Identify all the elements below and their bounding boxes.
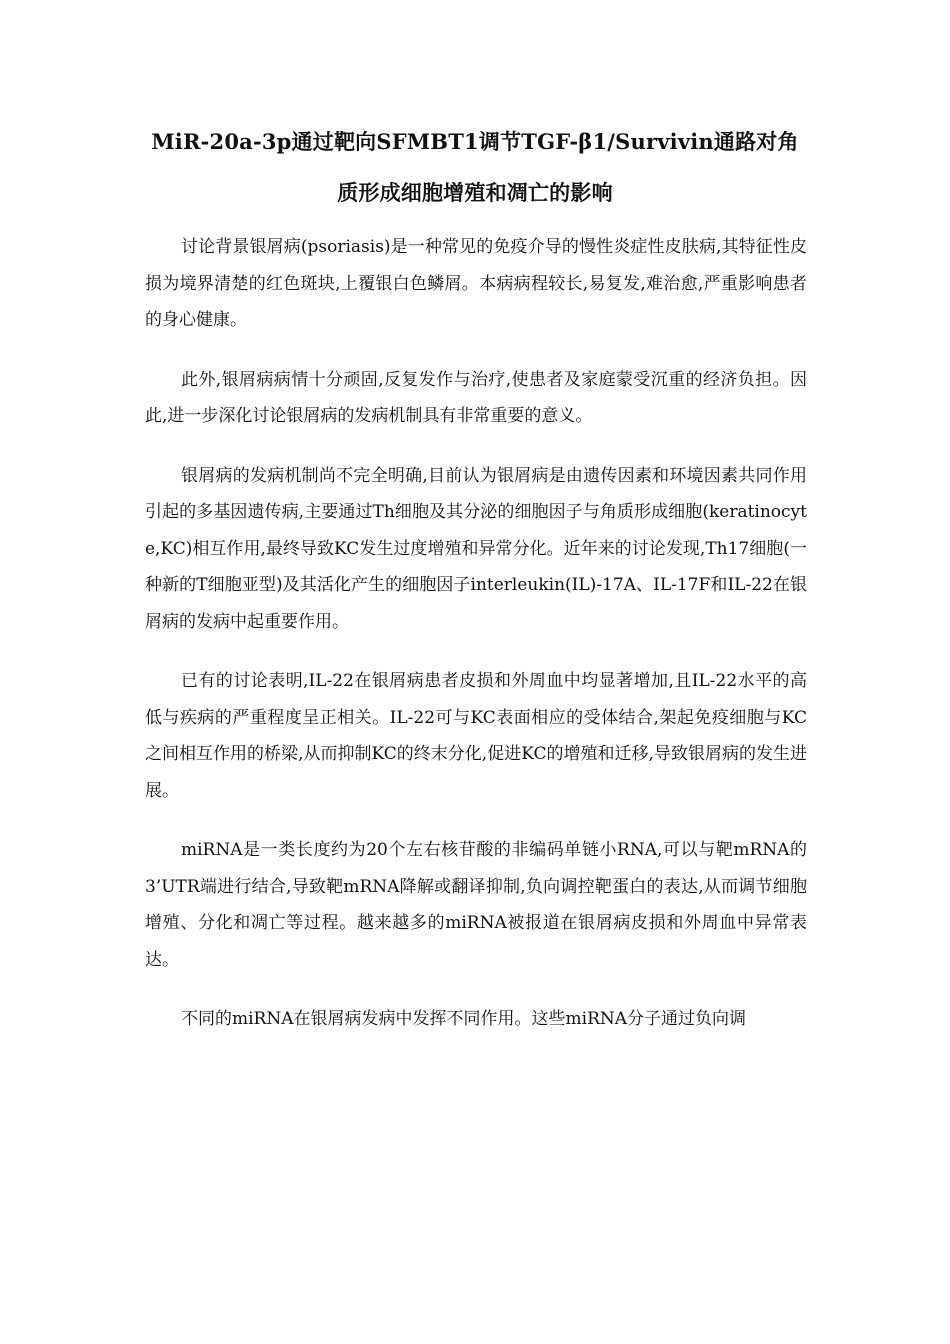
title-line-2: 质形成细胞增殖和凋亡的影响 (337, 180, 613, 205)
title-line-1: MiR-20a-3p通过靶向SFMBT1调节TGF-β1/Survivin通路对角 (151, 129, 799, 154)
document-title (100, 116, 850, 218)
paragraph-pathogenesis: 银屑病的发病机制尚不完全明确,目前认为银屑病是由遗传因素和环境因素共同作用引起的多基因遗传病,主要通过Th细胞及其分泌的细胞因子与角质形成细胞(keratinocyte,KC)相互作用,最终导致KC发生过度增殖和异常分化。近年来的讨论发现,Th17细胞(一种新的T细胞亚型)及其活化产生的细胞因子interleukin(IL)-17A、IL-17F和IL-22在银屑病的发病中起重要作用。 (145, 465, 807, 632)
paragraph-mirna: miRNA是一类长度约为20个左右核苷酸的非编码单链小RNA,可以与靶mRNA的3’UTR端进行结合,导致靶mRNA降解或翻译抑制,负向调控靶蛋白的表达,从而调节细胞增殖、分化和凋亡等过程。越来越多的miRNA被报道在银屑病皮损和外周血中异常表达。 (145, 840, 807, 970)
paragraph-burden: 此外,银屑病病情十分顽固,反复发作与治疗,使患者及家庭蒙受沉重的经济负担。因此,进一步深化讨论银屑病的发病机制具有非常重要的意义。 (145, 369, 807, 426)
paragraph-background: 讨论背景银屑病(psoriasis)是一种常见的免疫介导的慢性炎症性皮肤病,其特征性皮损为境界清楚的红色斑块,上覆银白色鳞屑。本病病程较长,易复发,难治愈,严重影响患者的身心健康。 (145, 237, 807, 330)
document-body (145, 229, 807, 1061)
paragraph-il22: 已有的讨论表明,IL-22在银屑病患者皮损和外周血中均显著增加,且IL-22水平的高低与疾病的严重程度呈正相关。IL-22可与KC表面相应的受体结合,架起免疫细胞与KC之间相互作用的桥梁,从而抑制KC的终末分化,促进KC的增殖和迁移,导致银屑病的发生进展。 (145, 671, 807, 801)
paragraph-mirna-roles: 不同的miRNA在银屑病发病中发挥不同作用。这些miRNA分子通过负向调 (181, 1009, 747, 1029)
